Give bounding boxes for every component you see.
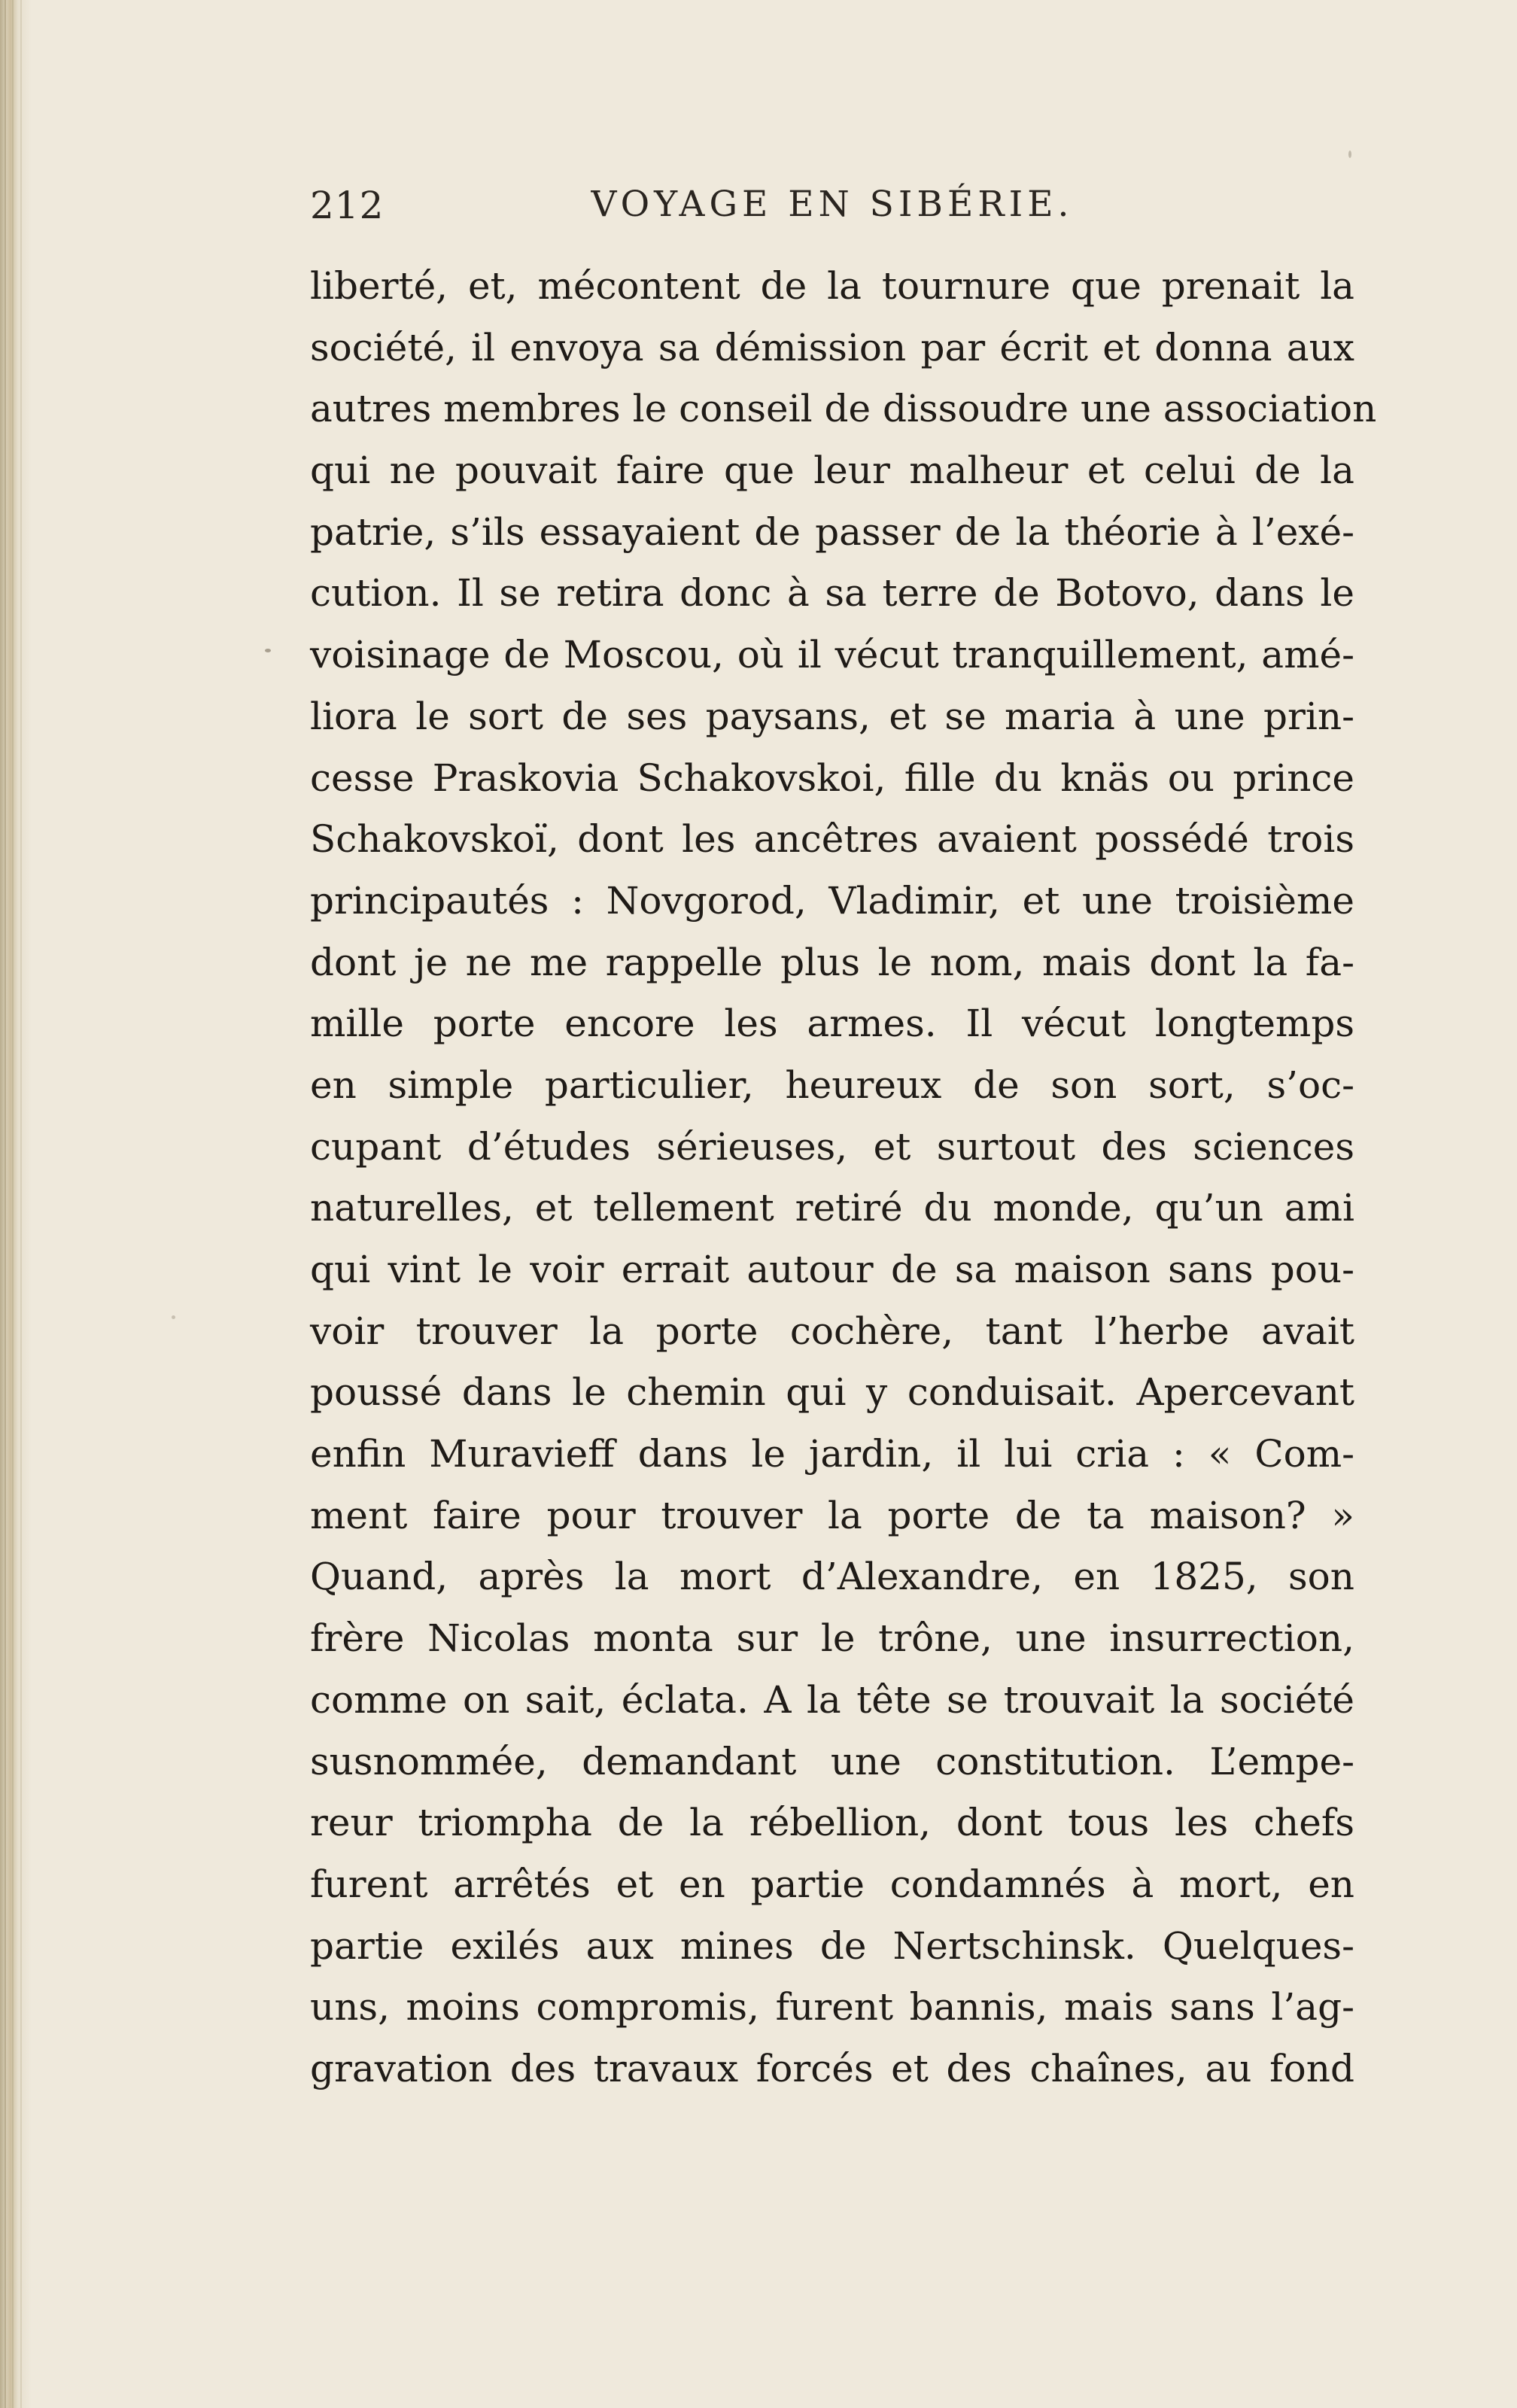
text-line: voir trouver la porte cochère, tant l’herbe avait [310, 1309, 1354, 1353]
gutter-edge-line [20, 0, 22, 2408]
text-line: cupant d’études sérieuses, et surtout des sciences [310, 1124, 1354, 1169]
text-line: qui vint le voir errait autour de sa maison sans pou- [310, 1248, 1354, 1291]
body-text [310, 256, 1377, 2100]
text-line: Quand, après la mort d’Alexandre, en 1825, son [310, 1555, 1354, 1599]
text-line: enfin Muravieff dans le jardin, il lui cria : « Com- [310, 1432, 1354, 1476]
text-line: voisinage de Moscou, où il vécut tranquillement, amé- [310, 633, 1354, 677]
text-line: poussé dans le chemin qui y conduisait. Apercevant [310, 1370, 1354, 1415]
running-title: VOYAGE EN SIBÉRIE. [591, 184, 1074, 225]
text-line: principautés : Novgorod, Vladimir, et une troisième [310, 878, 1354, 923]
text-line: susnommée, demandant une constitution. L’empe- [310, 1739, 1354, 1783]
text-line: gravation des travaux forcés et des chaînes, au fond [310, 2046, 1354, 2090]
text-line: société, il envoya sa démission par écrit et donna aux [310, 325, 1354, 369]
paper-speck [265, 649, 271, 652]
text-line: qui ne pouvait faire que leur malheur et celui de la [310, 448, 1354, 493]
text-line: cution. Il se retira donc à sa terre de Botovo, dans le [310, 571, 1354, 616]
gutter-edge-line [12, 0, 14, 2408]
text-line: ment faire pour trouver la porte de ta maison? » [310, 1493, 1354, 1537]
text-line: reur triompha de la rébellion, dont tous les chefs [310, 1801, 1354, 1845]
text-line: patrie, s’ils essayaient de passer de la théorie à l’exé- [310, 509, 1354, 554]
text-line: partie exilés aux mines de Nertschinsk. Quelques- [310, 1923, 1354, 1968]
text-line: furent arrêtés et en partie condamnés à mort, en [310, 1862, 1354, 1906]
text-line: dont je ne me rappelle plus le nom, mais dont la fa- [310, 940, 1354, 984]
gutter-edge-line [5, 0, 6, 2408]
text-line: frère Nicolas monta sur le trône, une insurrection, [310, 1616, 1354, 1661]
page-gutter-shadow [0, 0, 32, 2408]
text-line: en simple particulier, heureux de son sort, s’oc- [310, 1063, 1354, 1107]
page-number: 212 [310, 184, 385, 227]
text-line: liberté, et, mécontent de la tournure que prenait la [310, 264, 1354, 308]
paper-speck [1348, 150, 1351, 158]
text-line: comme on sait, éclata. A la tête se trouvait la société [310, 1677, 1354, 1722]
text-line: liora le sort de ses paysans, et se maria à une prin- [310, 694, 1354, 738]
text-line: cesse Praskovia Schakovskoi, fille du knäs ou prince [310, 756, 1354, 800]
paper-speck [172, 1315, 175, 1319]
running-head [310, 184, 1354, 236]
text-line: autres membres le conseil de dissoudre une association [310, 387, 1377, 431]
text-line: naturelles, et tellement retiré du monde, qu’un ami [310, 1186, 1354, 1230]
text-line: uns, moins compromis, furent bannis, mais sans l’ag- [310, 1985, 1354, 2029]
text-line: Schakovskoï, dont les ancêtres avaient possédé trois [310, 817, 1354, 862]
text-line: mille porte encore les armes. Il vécut longtemps [310, 1002, 1354, 1046]
